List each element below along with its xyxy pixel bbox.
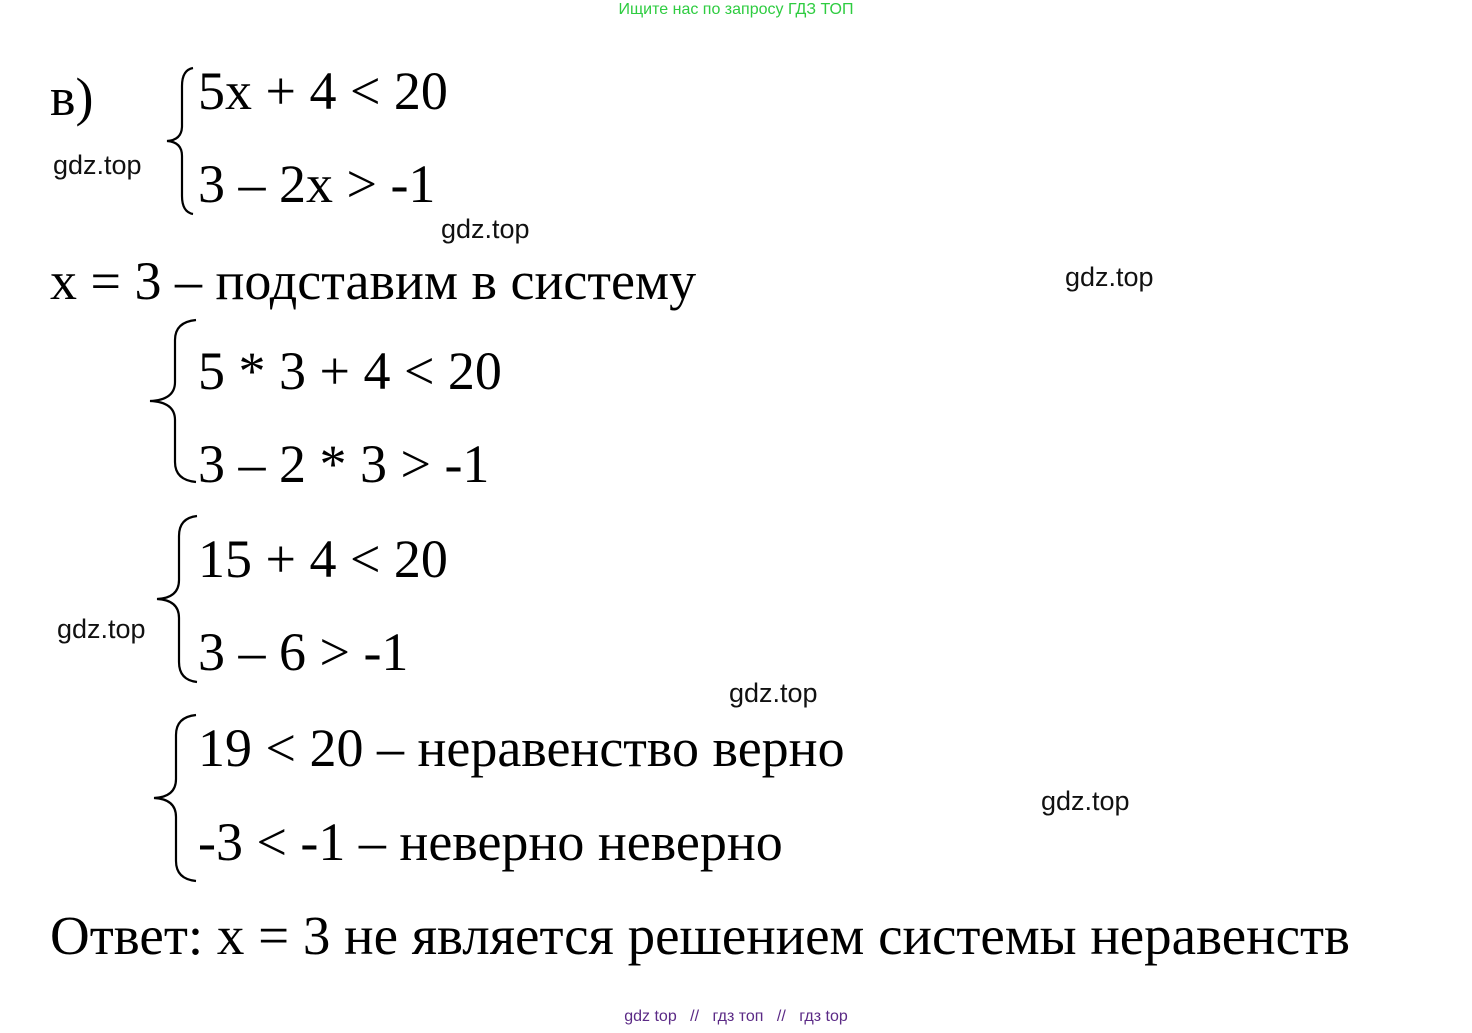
system4-line1: 19 < 20 – неравенство верно [198, 718, 845, 778]
substitution-text: x = 3 – подставим в систему [50, 251, 697, 311]
watermark: gdz.top [53, 150, 142, 180]
system-brace-3 [155, 514, 200, 684]
system-brace-1 [165, 66, 195, 216]
system4-line2: -3 < -1 – неверно неверно [198, 812, 783, 872]
watermark: gdz.top [1065, 262, 1154, 292]
system3-line2: 3 – 6 > -1 [198, 622, 409, 682]
problem-label: в) [50, 67, 94, 127]
watermark: gdz.top [729, 678, 818, 708]
footer-separator: // [690, 1008, 700, 1025]
footer-separator: // [776, 1008, 786, 1025]
system1-line2: 3 – 2x > -1 [198, 154, 436, 214]
footer-link-gdz-top-mixed[interactable]: гдз top [799, 1008, 848, 1025]
system2-line2: 3 – 2 * 3 > -1 [198, 434, 490, 494]
system-brace-4 [152, 713, 200, 883]
system-brace-2 [148, 318, 198, 484]
top-banner: Ищите нас по запросу ГДЗ ТОП [618, 1, 854, 18]
system1-line1: 5x + 4 < 20 [198, 61, 448, 121]
footer-link-gdz-top[interactable]: gdz top [624, 1008, 677, 1025]
footer-link-gdz-top-ru[interactable]: гдз топ [712, 1008, 764, 1025]
system3-line1: 15 + 4 < 20 [198, 529, 448, 589]
watermark: gdz.top [57, 614, 146, 644]
answer-text: Ответ: x = 3 не является решением системы неравенств [50, 905, 1350, 966]
watermark: gdz.top [441, 214, 530, 244]
system2-line1: 5 * 3 + 4 < 20 [198, 341, 502, 401]
watermark: gdz.top [1041, 786, 1130, 816]
footer-links [0, 1008, 1472, 1026]
